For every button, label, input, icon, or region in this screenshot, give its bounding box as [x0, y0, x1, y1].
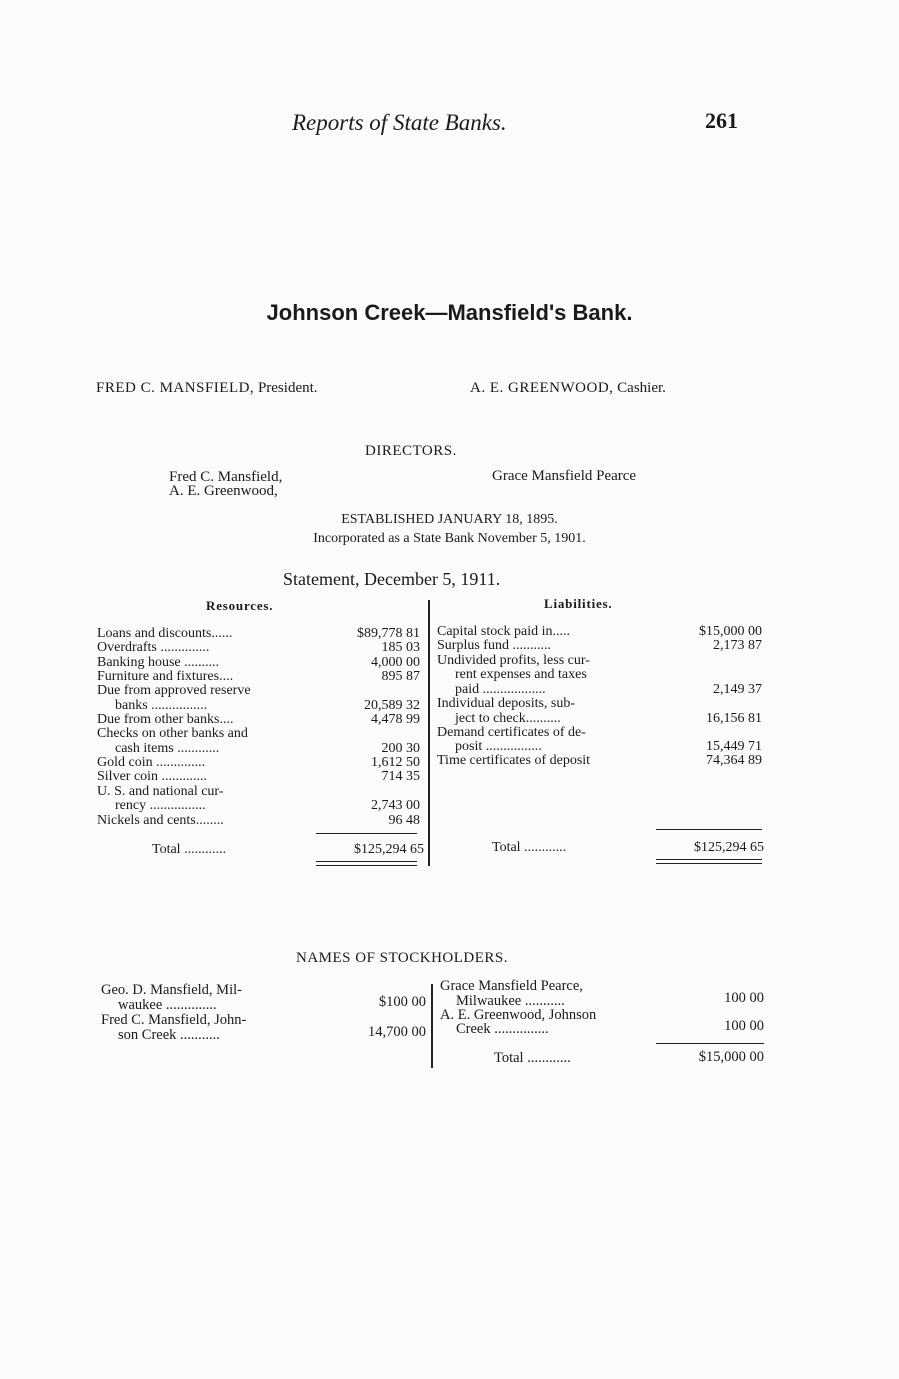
stockholder-line: son Creek ...........: [118, 1027, 220, 1043]
president: [96, 380, 318, 397]
incorporated-line: Incorporated as a State Bank November 5, 1901.: [313, 531, 586, 546]
line-item-amount: 2,743 00: [371, 798, 420, 813]
line-item-label: Overdrafts ..............: [97, 640, 210, 655]
liabilities-total-label: Total ............: [492, 840, 567, 855]
line-item-amount: 20,589 32: [364, 698, 420, 713]
line-item-label: Surplus fund ...........: [437, 638, 551, 653]
director-name: Fred C. Mansfield,: [169, 469, 283, 485]
cashier-name: A. E. GREENWOOD,: [470, 380, 614, 396]
line-item-amount: 895 87: [381, 669, 420, 684]
resources-total: $125,294 65: [354, 842, 424, 857]
column-divider: [431, 984, 433, 1068]
line-item-label: Demand certificates of de-: [437, 725, 586, 740]
line-item-amount: 15,449 71: [706, 739, 762, 754]
column-divider: [428, 600, 430, 866]
president-title: President.: [257, 380, 318, 396]
double-rule: [316, 865, 417, 866]
total-rule: [316, 833, 417, 834]
line-item-amount: 4,000 00: [371, 655, 420, 670]
president-name: FRED C. MANSFIELD,: [96, 380, 255, 396]
stockholder-line: Geo. D. Mansfield, Mil-: [101, 982, 242, 998]
line-item-amount: 1,612 50: [371, 755, 420, 770]
line-item-label: rency ................: [115, 798, 206, 813]
line-item-amount: 16,156 81: [706, 711, 762, 726]
stockholder-amount: 100 00: [724, 990, 764, 1006]
double-rule: [656, 863, 762, 864]
stockholder-amount: $100 00: [378, 994, 426, 1010]
cashier-title: Cashier.: [617, 380, 666, 396]
stockholder-line: waukee ..............: [118, 997, 217, 1013]
line-item-amount: 96 48: [388, 813, 420, 828]
stockholder-line: Fred C. Mansfield, John-: [101, 1012, 247, 1028]
resources-total-label: Total ............: [152, 842, 227, 857]
stockholder-line: Milwaukee ...........: [456, 993, 565, 1009]
line-item-amount: 2,173 87: [713, 638, 762, 653]
stockholder-amount: 100 00: [724, 1018, 764, 1034]
directors-heading: DIRECTORS.: [365, 443, 457, 459]
line-item-label: Silver coin .............: [97, 769, 208, 784]
line-item-label: Capital stock paid in.....: [437, 624, 570, 639]
line-item-label: Time certificates of deposit: [437, 753, 591, 768]
line-item-label: posit ................: [455, 739, 542, 754]
director-name: A. E. Greenwood,: [169, 483, 278, 499]
page-number: 261: [705, 108, 738, 133]
director-name: Grace Mansfield Pearce: [492, 468, 637, 484]
line-item-label: Checks on other banks and: [97, 726, 248, 741]
line-item-amount: $89,778 81: [357, 626, 420, 641]
line-item-label: Gold coin ..............: [97, 755, 206, 770]
line-item-label: rent expenses and taxes: [455, 667, 587, 682]
line-item-amount: 74,364 89: [706, 753, 762, 768]
line-item-label: cash items ............: [115, 741, 220, 756]
stockholders-total-label: Total ............: [494, 1050, 571, 1066]
line-item-label: Furniture and fixtures....: [97, 669, 234, 684]
line-item-amount: 200 30: [381, 741, 420, 756]
stockholders-heading: NAMES OF STOCKHOLDERS.: [296, 950, 509, 966]
line-item-label: Loans and discounts......: [97, 626, 233, 641]
double-rule: [656, 859, 762, 860]
running-title: Reports of State Banks.: [292, 110, 507, 135]
total-rule: [656, 1043, 764, 1044]
stockholder-line: Creek ...............: [456, 1021, 549, 1037]
resources-heading: Resources.: [206, 598, 274, 613]
liabilities-total: $125,294 65: [694, 840, 764, 855]
line-item-label: paid ..................: [455, 682, 546, 697]
line-item-amount: $15,000 00: [699, 624, 762, 639]
line-item-label: Banking house ..........: [97, 655, 220, 670]
line-item-amount: 4,478 99: [371, 712, 420, 727]
line-item-amount: 185 03: [381, 640, 420, 655]
line-item-label: Due from other banks....: [97, 712, 234, 727]
stockholder-line: Grace Mansfield Pearce,: [440, 978, 583, 994]
stockholder-amount: 14,700 00: [368, 1024, 426, 1040]
line-item-amount: 2,149 37: [713, 682, 762, 697]
line-item-label: Undivided profits, less cur-: [437, 653, 590, 668]
bank-title: Johnson Creek—Mansfield's Bank.: [266, 300, 633, 325]
total-rule: [656, 829, 762, 830]
double-rule: [316, 861, 417, 862]
stockholders-total: $15,000 00: [698, 1049, 764, 1065]
line-item-amount: 714 35: [381, 769, 420, 784]
cashier: [470, 380, 666, 397]
line-item-label: Nickels and cents........: [97, 813, 224, 828]
liabilities-heading: Liabilities.: [544, 596, 613, 611]
line-item-label: banks ................: [115, 698, 208, 713]
line-item-label: ject to check..........: [455, 711, 561, 726]
line-item-label: Individual deposits, sub-: [437, 696, 576, 711]
line-item-label: Due from approved reserve: [97, 683, 251, 698]
stockholder-line: A. E. Greenwood, Johnson: [440, 1007, 597, 1023]
established-line: ESTABLISHED JANUARY 18, 1895.: [341, 512, 558, 527]
statement-title: Statement, December 5, 1911.: [283, 569, 501, 589]
line-item-label: U. S. and national cur-: [97, 784, 224, 799]
